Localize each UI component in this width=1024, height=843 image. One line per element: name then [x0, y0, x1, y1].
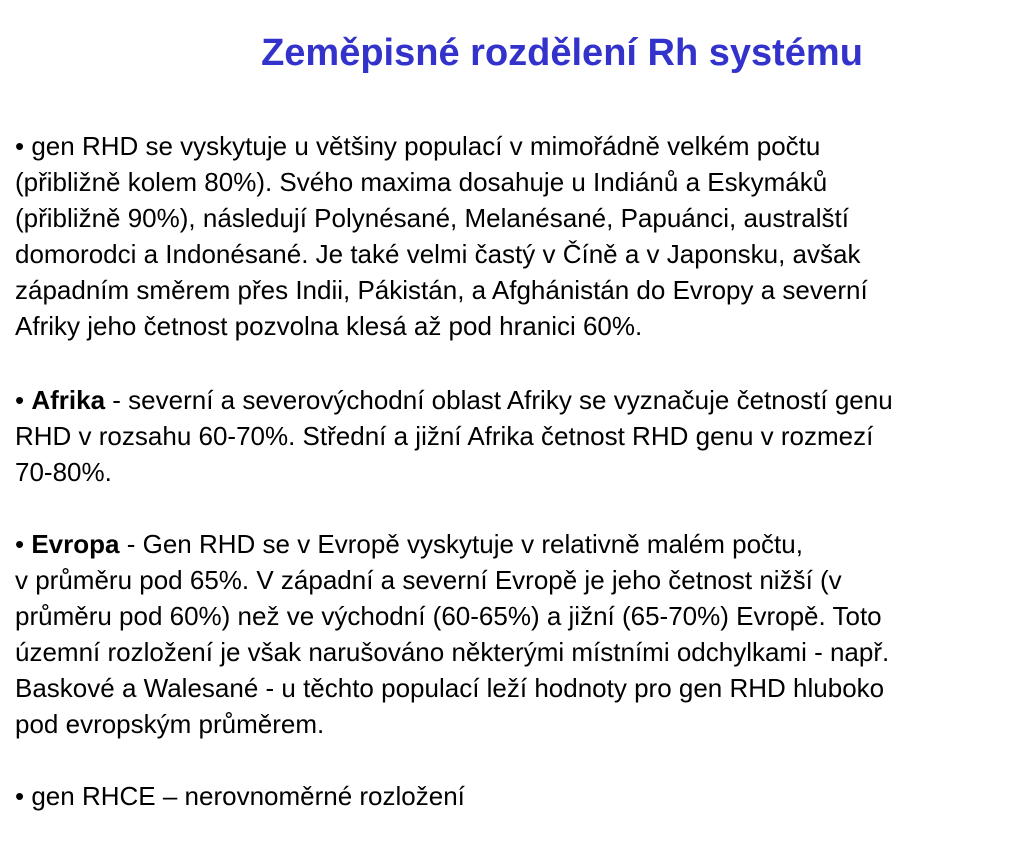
text-line-content: gen RHCE – nerovnoměrné rozložení [31, 781, 465, 811]
bullet-icon: • [15, 529, 25, 559]
bullet-icon: • [15, 385, 25, 415]
paragraph-europe [15, 526, 1024, 742]
text-line: 70-80%. [15, 457, 112, 487]
text-line [15, 382, 1024, 418]
text-line: průměru pod 60%) než ve východní (60-65%) a jižní (65-70%) Evropě. Toto [15, 601, 882, 631]
text-line [15, 128, 1024, 164]
term-europe: Evropa [31, 529, 120, 559]
paragraph-rhd-general [15, 128, 1024, 344]
page-title: Zeměpisné rozdělení Rh systému [261, 32, 863, 74]
term-africa: Afrika [31, 385, 106, 415]
text-line [15, 778, 1024, 814]
paragraph-africa [15, 382, 1024, 490]
text-line: Afriky jeho četnost pozvolna klesá až pod hranici 60%. [15, 311, 643, 341]
text-line: pod evropským průměrem. [15, 709, 325, 739]
text-line: RHD v rozsahu 60-70%. Střední a jižní Afrika četnost RHD genu v rozmezí [15, 421, 874, 451]
text-line: Baskové a Walesané - u těchto populací leží hodnoty pro gen RHD hluboko [15, 673, 885, 703]
text-line-content: - Gen RHD se v Evropě vyskytuje v relativně malém počtu, [119, 529, 803, 559]
text-line: (přibližně kolem 80%). Svého maxima dosahuje u Indiánů a Eskymáků [15, 167, 828, 197]
text-line-content: - severní a severovýchodní oblast Afriky se vyznačuje četností genu [105, 385, 893, 415]
text-line [15, 526, 1024, 562]
bullet-icon: • [15, 131, 25, 161]
text-line: domorodci a Indonésané. Je také velmi častý v Číně a v Japonsku, avšak [15, 239, 861, 269]
bullet-icon: • [15, 781, 25, 811]
text-line-content: gen RHD se vyskytuje u většiny populací v mimořádně velkém počtu [31, 131, 821, 161]
text-line: v průměru pod 65%. V západní a severní Evropě je jeho četnost nižší (v [15, 565, 842, 595]
text-line: západním směrem přes Indii, Pákistán, a Afghánistán do Evropy a severní [15, 275, 868, 305]
text-line: (přibližně 90%), následují Polynésané, Melanésané, Papuánci, australští [15, 203, 849, 233]
text-line: územní rozložení je však narušováno některými místními odchylkami - např. [15, 637, 890, 667]
paragraph-rhce [15, 778, 1024, 814]
